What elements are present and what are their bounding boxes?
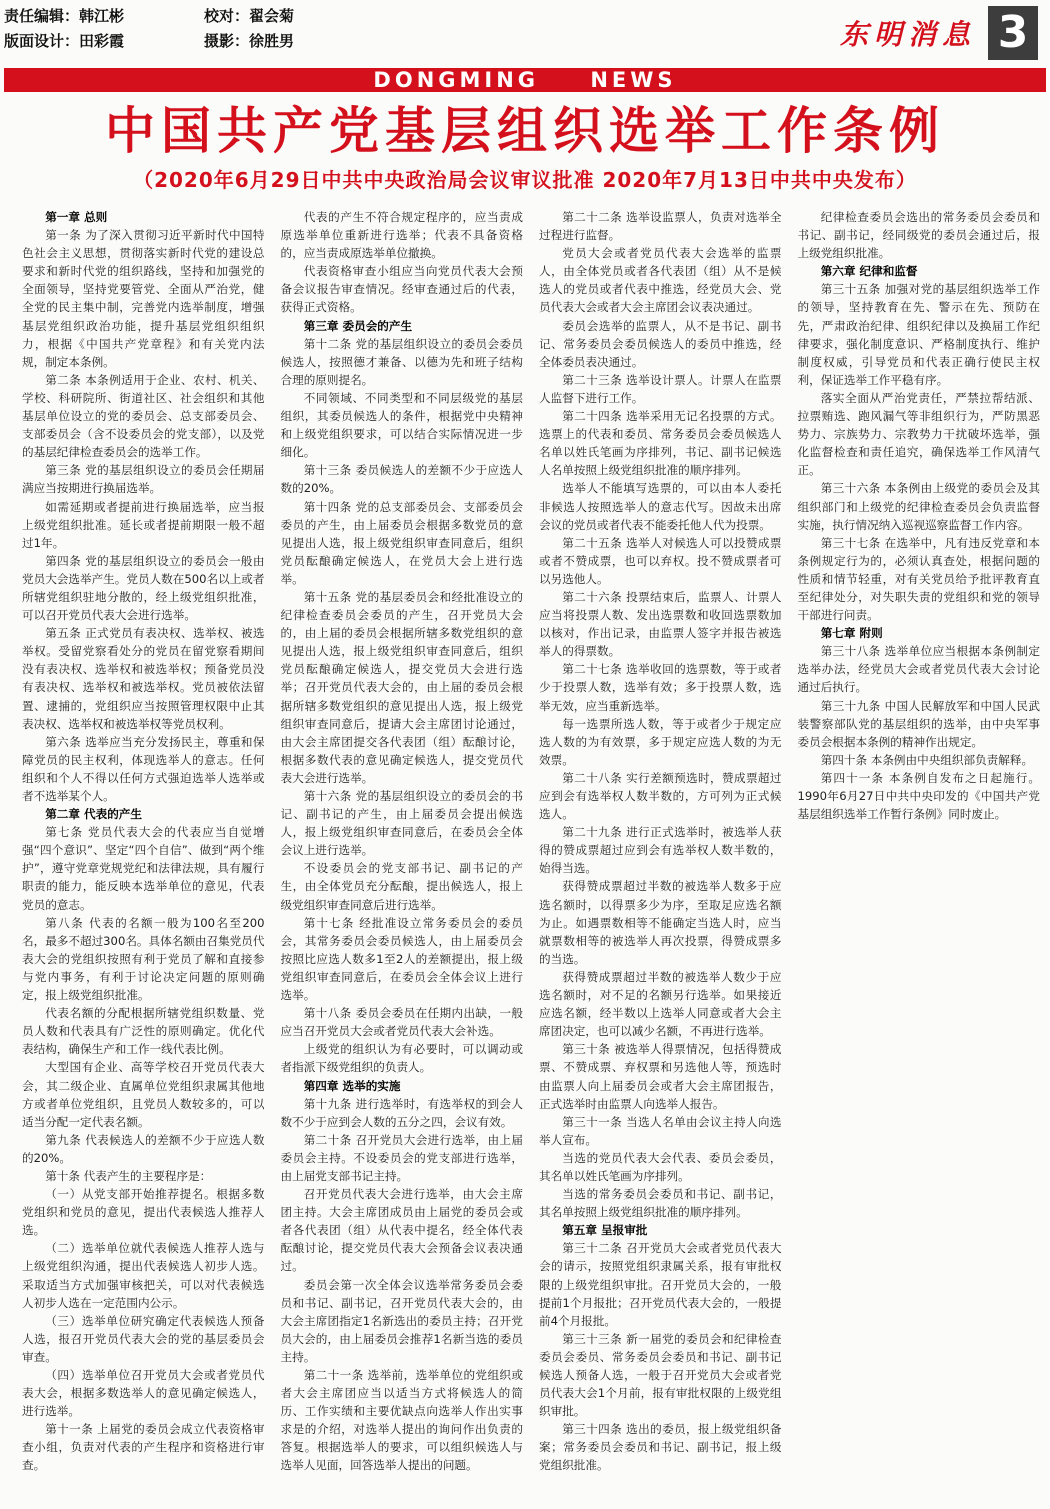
banner: DONGMING NEWS — [4, 68, 1046, 92]
credit-photographer: 摄影：徐胜男 — [204, 32, 295, 50]
article-paragraph: 第三十六条 本条例由上级党的委员会及其组织部门和上级党的纪律检查委员会负责监督实施，执行情况纳入巡视巡察监督工作内容。 — [797, 481, 1040, 532]
article-paragraph: 当选的党员代表大会代表、委员会委员，其名单以姓氏笔画为序排列。 — [539, 1150, 782, 1183]
article-paragraph: 选举人不能填写选票的，可以由本人委托非候选人按照选举人的意志代写。因故未出席会议的党员或者代表不能委托他人代为投票。 — [539, 481, 782, 532]
credit-editor: 责任编辑：韩江彬 — [4, 7, 125, 25]
article-paragraph: 第十二条 党的基层组织设立的委员会委员候选人，按照德才兼备、以德为先和班子结构合理的原则提名。 — [280, 336, 523, 387]
article-paragraph: 第三十八条 选举单位应当根据本条例制定选举办法，经党员大会或者党员代表大会讨论通过后执行。 — [797, 644, 1040, 695]
article-paragraph: （四）选举单位召开党员大会或者党员代表大会，根据多数选举人的意见确定候选人，进行选举。 — [22, 1368, 265, 1419]
article-paragraph: （一）从党支部开始推荐提名。根据多数党组织和党员的意见，提出代表候选人推荐人选。 — [22, 1187, 265, 1238]
page-number: 3 — [988, 6, 1038, 60]
article-paragraph: 第十八条 委员会委员在任期内出缺，一般应当召开党员大会或者党员代表大会补选。 — [280, 1006, 523, 1039]
chapter-heading: 第五章 呈报审批 — [562, 1223, 648, 1238]
article-paragraph: 大型国有企业、高等学校召开党员代表大会，其二级企业、直属单位党组织隶属其他地方或者单位党组织，且党员人数较多的，可以适当分配一定代表名额。 — [22, 1060, 265, 1129]
article-paragraph: 如需延期或者提前进行换届选举，应当报上级党组织批准。延长或者提前期限一般不超过1年。 — [22, 499, 265, 550]
article-paragraph: 第三十三条 新一届党的委员会和纪律检查委员会委员、常务委员会委员和书记、副书记候选人预备人选，一般于召开党员大会或者党员代表大会1个月前，报有审批权限的上级党组织审批。 — [539, 1331, 782, 1419]
article-paragraph: 代表名额的分配根据所辖党组织数量、党员人数和代表具有广泛性的原则确定。优化代表结构，确保生产和工作一线代表比例。 — [22, 1006, 265, 1057]
article-paragraph: 第十六条 党的基层组织设立的委员会的书记、副书记的产生，由上届委员会提出候选人，报上级党组织审查同意后，在委员会全体会议上进行选举。 — [280, 789, 523, 858]
article-paragraph: 当选的常务委员会委员和书记、副书记，其名单按照上级党组织批准的顺序排列。 — [539, 1187, 782, 1220]
article-subtitle: （2020年6月29日中共中央政治局会议审议批准 2020年7月13日中共中央发布） — [133, 168, 917, 192]
article-paragraph: 纪律检查委员会选出的常务委员会委员和书记、副书记，经同级党的委员会通过后，报上级党组织批准。 — [797, 210, 1040, 261]
article-paragraph: 第十五条 党的基层委员会和经批准设立的纪律检查委员会委员的产生，召开党员大会的，由上届的委员会根据所辖多数党组织的意见提出人选，报上级党组织审查同意后，组织党员酝酿确定候选人，提交党员大会进行选举；召开党员代表大会的，由上届的委员会根据所辖多数党组织的意见提出人选，报上级党组织审查同意后，提请大会主席团讨论通过，由大会主席团提交各代表团（组）酝酿讨论，根据多数代表的意见确定候选人，提交党员代表大会进行选举。 — [280, 589, 523, 785]
article-paragraph: 第十一条 上届党的委员会成立代表资格审查小组，负责对代表的产生程序和资格进行审查。 — [22, 1422, 265, 1473]
chapter-heading: 第六章 纪律和监督 — [820, 264, 918, 279]
chapter-heading: 第四章 选举的实施 — [303, 1078, 401, 1093]
article-paragraph: 代表的产生不符合规定程序的，应当责成原选举单位重新进行选举；代表不具备资格的，应当责成原选举单位撤换。 — [280, 210, 523, 261]
editorial-credits — [4, 4, 294, 54]
article-paragraph: 第六条 选举应当充分发扬民主，尊重和保障党员的民主权利，体现选举人的意志。任何组织和个人不得以任何方式强迫选举人选举或者不选举某个人。 — [22, 734, 265, 803]
chapter-heading: 第三章 委员会的产生 — [303, 318, 413, 333]
article-paragraph: 第二十五条 选举人对候选人可以投赞成票或者不赞成票，也可以弃权。投不赞成票者可以另选他人。 — [539, 535, 782, 586]
article-paragraph: 第十三条 委员候选人的差额不少于应选人数的20%。 — [280, 463, 523, 496]
article-paragraph: 党员大会或者党员代表大会选举的监票人，由全体党员或者各代表团（组）从不是候选人的党员或者代表中推选，经党员大会、党员代表大会或者大会主席团会议表决通过。 — [539, 246, 782, 315]
article-paragraph: 获得赞成票超过半数的被选举人数多于应选名额时，以得票多少为序，至取足应选名额为止。如遇票数相等不能确定当选人时，应当就票数相等的被选举人再次投票，得赞成票多的当选。 — [539, 879, 782, 966]
article-paragraph: 第二条 本条例适用于企业、农村、机关、学校、科研院所、街道社区、社会组织和其他基层单位设立的党的委员会、总支部委员会、支部委员会（含不设委员会的党支部），以及党的基层纪律检查委员会的选举工作。 — [22, 372, 265, 460]
article-paragraph: 第三十四条 选出的委员，报上级党组织备案；常务委员会委员和书记、副书记，报上级党组织批准。 — [539, 1422, 782, 1473]
article-paragraph: 第四十条 本条例由中央组织部负责解释。 — [820, 752, 1034, 767]
article-paragraph: 委员会选举的监票人，从不是书记、副书记、常务委员会委员候选人的委员中推选，经全体委员表决通过。 — [539, 318, 782, 369]
chapter-heading: 第二章 代表的产生 — [45, 807, 142, 822]
article-paragraph: 第三条 党的基层组织设立的委员会任期届满应当按期进行换届选举。 — [22, 463, 265, 496]
article-paragraph: 代表资格审查小组应当向党员代表大会预备会议报告审查情况。经审查通过后的代表，获得正式资格。 — [280, 264, 523, 315]
article-paragraph: 第三十条 被选举人得票情况，包括得赞成票、不赞成票、弃权票和另选他人等，预选时由监票人向上届委员会或者大会主席团报告，正式选举时由监票人向选举人报告。 — [539, 1042, 782, 1111]
article-paragraph: 第二十九条 进行正式选举时，被选举人获得的赞成票超过应到会有选举权人数半数的，始得当选。 — [539, 825, 782, 876]
article-paragraph: 第三十二条 召开党员大会或者党员代表大会的请示，按照党组织隶属关系，报有审批权限的上级党组织审批。召开党员大会的，一般提前1个月报批；召开党员代表大会的，一般提前4个月报批。 — [539, 1241, 782, 1328]
article-paragraph: 第十九条 进行选举时，有选举权的到会人数不少于应到会人数的五分之四，会议有效。 — [280, 1096, 523, 1129]
credit-proofreader: 校对：翟会菊 — [204, 7, 295, 25]
article-paragraph: 第三十一条 当选人名单由会议主持人向选举人宣布。 — [539, 1114, 782, 1147]
newspaper-name: 东明消息 — [839, 18, 976, 51]
article-paragraph: 落实全面从严治党责任，严禁拉帮结派、拉票贿选、跑风漏气等非组织行为，严防黑恶势力、宗族势力、宗教势力干扰破坏选举，强化监督检查和责任追究，确保选举工作风清气正。 — [797, 390, 1040, 478]
chapter-heading: 第一章 总则 — [45, 210, 108, 224]
article-title: 中国共产党基层组织选举工作条例 — [105, 102, 945, 160]
article-paragraph: 每一选票所选人数，等于或者少于规定应选人数的为有效票，多于规定应选人数的为无效票。 — [539, 716, 782, 767]
credit-row — [4, 29, 294, 54]
brand — [840, 6, 1038, 60]
article-paragraph: 第一条 为了深入贯彻习近平新时代中国特色社会主义思想，贯彻落实新时代党的建设总要求和新时代党的组织路线，坚持和加强党的全面领导，坚持党要管党、全面从严治党，健全党的民主集中制，完善党内选举制度，增强基层党组织政治功能，提升基层党组织组织力，根据《中国共产党章程》和有关党内法规，制定本条例。 — [22, 228, 265, 369]
article-paragraph: 第二十一条 选举前，选举单位的党组织或者大会主席团应当以适当方式将候选人的简历、工作实绩和主要优缺点向选举人作出实事求是的介绍，对选举人提出的询问作出负责的答复。根据选举人的要求，可以组织候选人与选举人见面，回答选举人提出的问题。 — [280, 1368, 523, 1473]
article-paragraph: 第四十一条 本条例自发布之日起施行。1990年6月27日中共中央印发的《中国共产党基层组织选举工作暂行条例》同时废止。 — [797, 770, 1040, 822]
article-paragraph: 不设委员会的党支部书记、副书记的产生，由全体党员充分酝酿，提出候选人，报上级党组织审查同意后进行选举。 — [280, 861, 523, 912]
article-paragraph: 委员会第一次全体会议选举常务委员会委员和书记、副书记，召开党员代表大会的，由大会主席团指定1名新选出的委员主持；召开党员大会的，由上届委员会推荐1名新当选的委员主持。 — [280, 1277, 523, 1364]
article-paragraph: 第二十条 召开党员大会进行选举，由上届委员会主持。不设委员会的党支部进行选举，由上届党支部书记主持。 — [280, 1132, 523, 1183]
article-paragraph: 获得赞成票超过半数的被选举人数少于应选名额时，对不足的名额另行选举。如果接近应选名额，经半数以上选举人同意或者大会主席团决定，也可以减少名额，不再进行选举。 — [539, 969, 782, 1039]
article-paragraph: 第八条 代表的名额一般为100名至200名，最多不超过300名。具体名额由召集党员代表大会的党组织按照有利于党员了解和直接参与党内事务，有利于讨论决定问题的原则确定，报上级党组织批准。 — [22, 915, 265, 1003]
masthead — [0, 0, 1050, 70]
article-paragraph: 第二十二条 选举设监票人，负责对选举全过程进行监督。 — [539, 210, 782, 243]
article-paragraph: 第四条 党的基层组织设立的委员会一般由党员大会选举产生。党员人数在500名以上或者所辖党组织驻地分散的，经上级党组织批准，可以召开党员代表大会进行选举。 — [22, 553, 265, 623]
article-paragraph: 第二十七条 选举收回的选票数，等于或者少于投票人数，选举有效；多于投票人数，选举无效，应当重新选举。 — [539, 662, 782, 713]
article-paragraph: （二）选举单位就代表候选人推荐人选与上级党组织沟通，提出代表候选人初步人选。采取适当方式加强审核把关，可以对代表候选人初步人选在一定范围内公示。 — [22, 1241, 265, 1310]
credit-designer: 版面设计：田彩霞 — [4, 32, 125, 50]
article-paragraph: 第二十六条 投票结束后，监票人、计票人应当将投票人数、发出选票数和收回选票数加以核对，作出记录，由监票人签字并报告被选举人的得票数。 — [539, 589, 782, 659]
article-paragraph: 第十七条 经批准设立常务委员会的委员会，其常务委员会委员候选人，由上届委员会按照比应选人数多1至2人的差额提出，报上级党组织审查同意后，在委员会全体会议上进行选举。 — [280, 915, 523, 1003]
article-paragraph: 第五条 正式党员有表决权、选举权、被选举权。受留党察看处分的党员在留党察看期间没有表决权、选举权和被选举权；预备党员没有表决权、选举权和被选举权。党员被依法留置、逮捕的，党组织应当按照管理权限中止其表决权、选举权和被选举权等党员权利。 — [22, 626, 265, 731]
article-paragraph: 第十条 代表产生的主要程序是： — [45, 1168, 212, 1183]
article-paragraph: 第三十七条 在选举中，凡有违反党章和本条例规定行为的，必须认真查处，根据问题的性质和情节轻重，对有关党员给予批评教育直至纪律处分，对失职失责的党组织和党的领导干部进行问责。 — [797, 535, 1040, 623]
article-paragraph: 不同领域、不同类型和不同层级党的基层组织，其委员候选人的条件，根据党中央精神和上级党组织要求，可以结合实际情况进一步细化。 — [280, 390, 523, 460]
credit-row — [4, 4, 294, 29]
chapter-heading: 第七章 附则 — [820, 626, 883, 641]
article-paragraph: 上级党的组织认为有必要时，可以调动或者指派下级党组织的负责人。 — [280, 1042, 523, 1075]
article-paragraph: 第七条 党员代表大会的代表应当自觉增强“四个意识”、坚定“四个自信”、做到“两个维护”，遵守党章党规党纪和法律法规，具有履行职责的能力，能反映本选举单位的意见，代表党员的意志。 — [22, 825, 265, 912]
article-paragraph: 第九条 代表候选人的差额不少于应选人数的20%。 — [22, 1132, 265, 1165]
article-paragraph: 第二十八条 实行差额预选时，赞成票超过应到会有选举权人数半数的，方可列为正式候选人。 — [539, 770, 782, 822]
article-paragraph: 第十四条 党的总支部委员会、支部委员会委员的产生，由上届委员会根据多数党员的意见提出人选，报上级党组织审查同意后，组织党员酝酿确定候选人，在党员大会上进行选举。 — [280, 499, 523, 586]
article-paragraph: 第二十四条 选举采用无记名投票的方式。选票上的代表和委员、常务委员会委员候选人名单以姓氏笔画为序排列，书记、副书记候选人名单按照上级党组织批准的顺序排列。 — [539, 409, 782, 478]
article-paragraph: （三）选举单位研究确定代表候选人预备人选，报召开党员代表大会的党的基层委员会审查。 — [22, 1313, 265, 1364]
article-body — [22, 208, 1040, 1506]
article-paragraph: 第三十九条 中国人民解放军和中国人民武装警察部队党的基层组织的选举，由中央军事委员会根据本条例的精神作出规定。 — [797, 698, 1040, 749]
article-paragraph: 第二十三条 选举设计票人。计票人在监票人监督下进行工作。 — [539, 372, 782, 405]
article-paragraph: 第三十五条 加强对党的基层组织选举工作的领导，坚持教育在先、警示在先、预防在先，严肃政治纪律、组织纪律以及换届工作纪律要求，强化制度意识、严格制度执行、维护制度权威，引导党员和代表正确行使民主权利，保证选举工作平稳有序。 — [797, 282, 1040, 387]
article-paragraph: 召开党员代表大会进行选举，由大会主席团主持。大会主席团成员由上届党的委员会或者各代表团（组）从代表中提名，经全体代表酝酿讨论，提交党员代表大会预备会议表决通过。 — [280, 1187, 523, 1274]
